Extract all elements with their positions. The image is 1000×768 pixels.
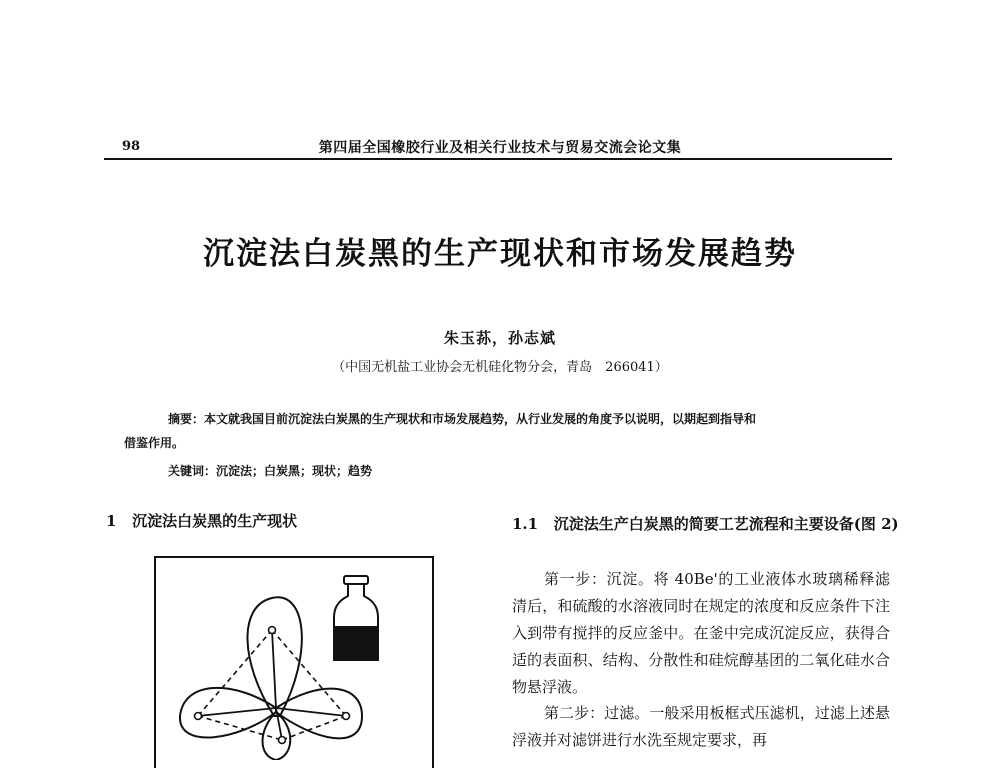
keywords-label: 关键词： [168,464,217,478]
subsection-number: 1.1 [512,515,539,533]
authors: 朱玉荪，孙志斌 [443,329,556,347]
section-heading [106,510,297,531]
keywords-text: 沉淀法；白炭黑；现状；趋势 [216,464,373,478]
affiliation: （中国无机盐工业协会无机硅化物分会，青岛 266041） [332,360,668,375]
header-rule [104,158,892,160]
section-title: 沉淀法白炭黑的生产现状 [132,512,298,530]
abstract-label: 摘要： [168,412,205,426]
paragraph: 第二步：过滤。一般采用板框式压滤机，过滤上述悬浮液并对滤饼进行水洗至规定要求，再 [512,704,890,749]
abstract-text: 本文就我国目前沉淀法白炭黑的生产现状和市场发展趋势，从行业发展的角度予以说明，以期起到指导和 [204,412,757,426]
page-number: 98 [122,139,141,154]
subsection-heading [512,510,902,538]
bottle-icon [334,576,378,660]
section-number: 1 [106,512,117,530]
running-header: 第四届全国橡胶行业及相关行业技术与贸易交流会论文集 [318,140,682,156]
figure-illustration [154,556,430,760]
abstract-text-cont: 借鉴作用。 [124,436,185,450]
abstract [124,407,894,455]
subsection-title: 沉淀法生产白炭黑的简要工艺流程和主要设备(图 2) [553,515,899,533]
article-title: 沉淀法白炭黑的生产现状和市场发展趋势 [203,236,797,272]
keywords [168,462,372,479]
paragraph: 第一步：沉淀。将 40Be'的工业液体水玻璃稀释滤清后，和硫酸的水溶液同时在规定的浓度和反应条件下注入到带有搅拌的反应釜中。在釜中完成沉淀反应，获得合适的表面积、结构、分散性和硅烷醇基团的二氧化硅水合物悬浮液。 [512,570,890,696]
